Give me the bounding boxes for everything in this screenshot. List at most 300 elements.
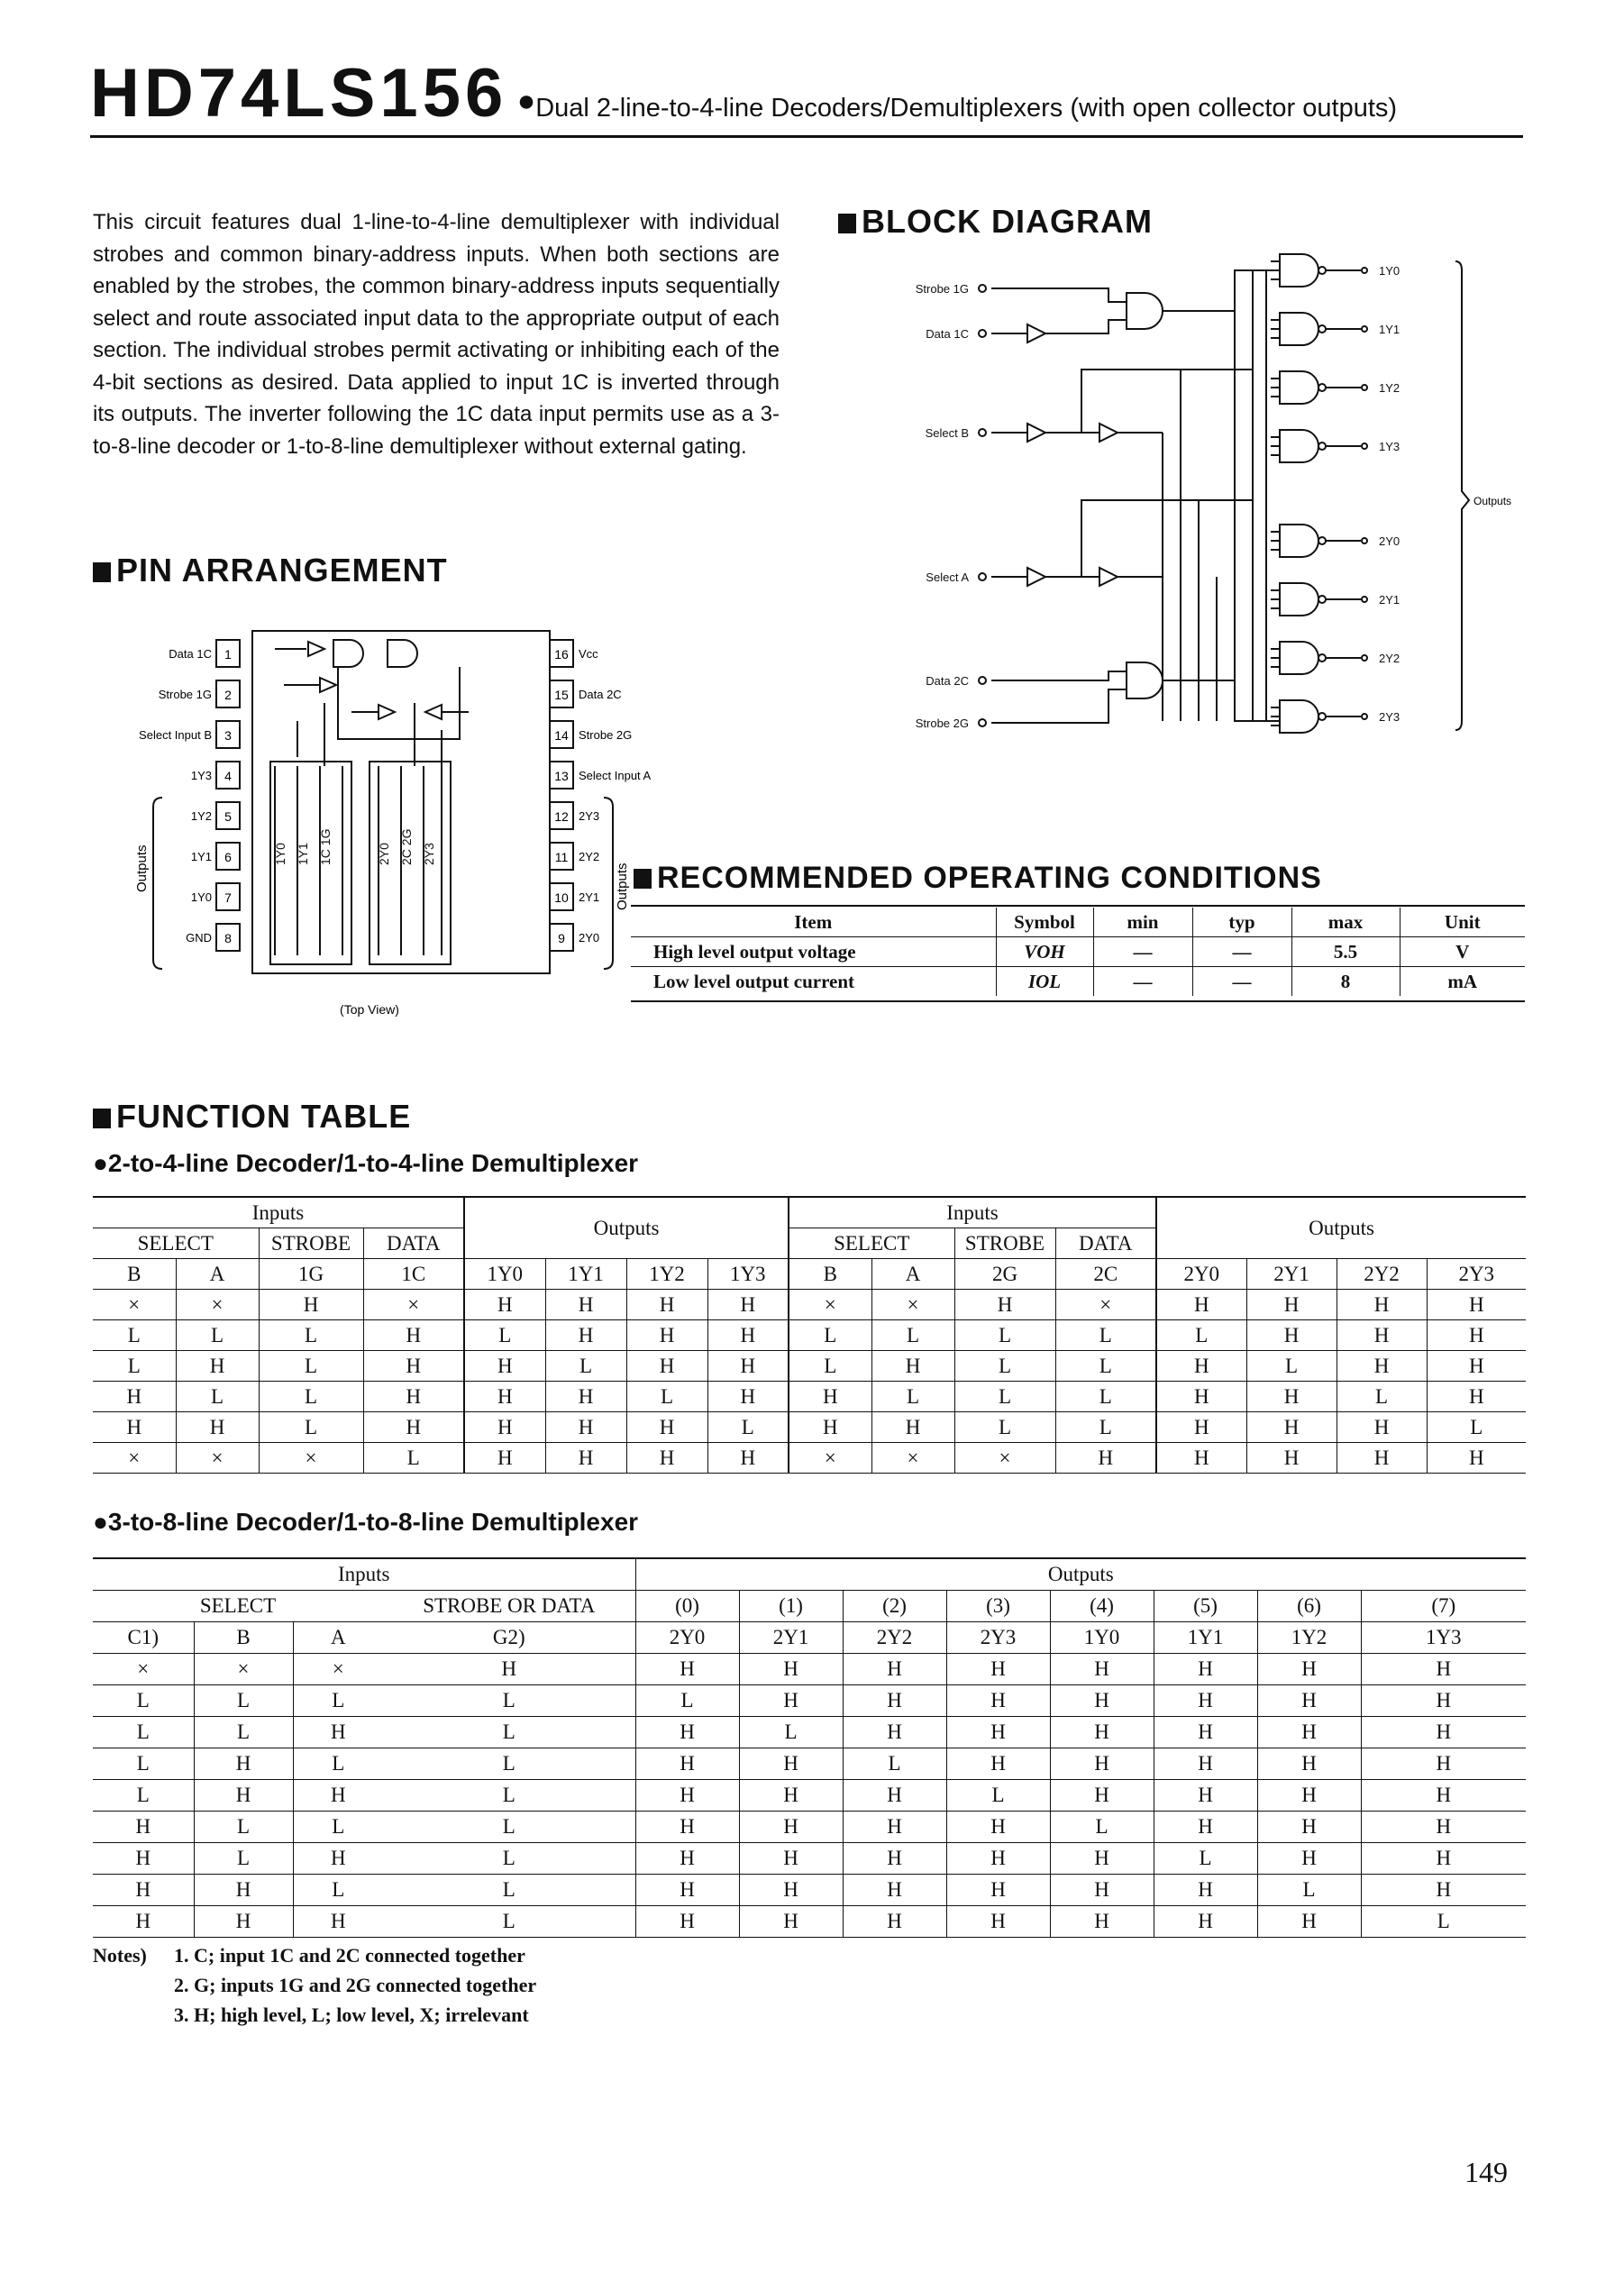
table-cell: H [1156, 1412, 1246, 1443]
table-cell: H [194, 1906, 293, 1938]
part-description: Dual 2-line-to-4-line Decoders/Demultiplexers (with open collector outputs) [535, 94, 1398, 123]
table-cell: H [293, 1780, 383, 1812]
table2-body [93, 1654, 1526, 1938]
table-cell: H [363, 1351, 464, 1382]
column-header: G2) [383, 1622, 635, 1654]
column-index: (5) [1154, 1591, 1257, 1622]
table-cell: L [93, 1717, 194, 1748]
notes-label: Notes) [93, 1944, 147, 1967]
table-cell: L [545, 1351, 626, 1382]
table1-body [93, 1290, 1526, 1474]
gate-label-2c: 2C 2G [399, 828, 414, 865]
pin-14 [550, 721, 632, 748]
svg-text:1Y1: 1Y1 [190, 850, 212, 863]
pin-3 [139, 721, 240, 748]
table-cell: H [293, 1717, 383, 1748]
table-cell: H [635, 1748, 739, 1780]
input-label: Strobe 1G [915, 282, 969, 296]
column-index: (2) [843, 1591, 946, 1622]
table-cell: H [1246, 1443, 1337, 1474]
input-label: Select B [925, 426, 969, 440]
output-label-2y3: 2Y3 [1379, 710, 1400, 724]
table-cell: L [93, 1780, 194, 1812]
svg-text:2Y3: 2Y3 [579, 809, 600, 823]
col-header-unit: Unit [1400, 908, 1525, 937]
table-row [93, 1351, 1526, 1382]
table-cell: L [789, 1320, 871, 1351]
table-cell: H [843, 1654, 946, 1685]
pin-11 [550, 843, 599, 870]
table-cell: H [1050, 1906, 1154, 1938]
table-cell: H [626, 1412, 707, 1443]
pin-1 [169, 640, 240, 667]
table-cell: H [1257, 1654, 1361, 1685]
table-cell: H [946, 1875, 1050, 1906]
table-cell: H [464, 1351, 545, 1382]
table-cell: H [626, 1443, 707, 1474]
table-cell: L [739, 1717, 843, 1748]
svg-text:Strobe 2G: Strobe 2G [579, 728, 633, 742]
table-cell: L [259, 1412, 363, 1443]
table-cell: H [1246, 1290, 1337, 1320]
function-table-heading: FUNCTION TABLE [93, 1098, 411, 1136]
gate-label-1y1: 1Y1 [296, 843, 310, 865]
table-cell: H [194, 1780, 293, 1812]
column-header: C1) [93, 1622, 194, 1654]
table-cell: L [1427, 1412, 1526, 1443]
table-cell: L [789, 1351, 871, 1382]
table-cell: H [1337, 1351, 1427, 1382]
table-cell: × [789, 1443, 871, 1474]
table-cell: H [1337, 1412, 1427, 1443]
table-cell: × [789, 1290, 871, 1320]
column-header: 2Y1 [1246, 1259, 1337, 1290]
table-cell: L [635, 1685, 739, 1717]
table-cell: L [383, 1780, 635, 1812]
col-header-max: max [1291, 908, 1400, 937]
column-index: (6) [1257, 1591, 1361, 1622]
table-cell: L [383, 1875, 635, 1906]
svg-text:Select Input A: Select Input A [579, 769, 652, 782]
pin-13 [550, 762, 652, 789]
right-outputs-brace [604, 798, 613, 969]
table-cell: H [843, 1780, 946, 1812]
column-header: 1Y1 [545, 1259, 626, 1290]
output-label-1y2: 1Y2 [1379, 381, 1400, 395]
column-index: (4) [1050, 1591, 1154, 1622]
left-outputs-brace [153, 798, 162, 969]
table-cell: × [93, 1443, 176, 1474]
output-label-2y2: 2Y2 [1379, 652, 1400, 665]
pin-arrangement-heading: PIN ARRANGEMENT [93, 552, 448, 589]
table-cell: H [707, 1290, 789, 1320]
output-gates [979, 254, 1367, 733]
block-diagram [892, 252, 1541, 757]
table-row [93, 1290, 1526, 1320]
column-header: 1C [363, 1259, 464, 1290]
table-cell: H [739, 1780, 843, 1812]
bullet-icon: ● [93, 1508, 108, 1536]
table-cell: H [635, 1843, 739, 1875]
table-cell: L [1246, 1351, 1337, 1382]
table-cell: × [93, 1290, 176, 1320]
output-label-1y3: 1Y3 [1379, 440, 1400, 453]
table-row [93, 1412, 1526, 1443]
internal-logic [270, 640, 469, 964]
nand-gate-1y3 [1271, 430, 1318, 462]
nand-gate-2y0 [1271, 525, 1318, 557]
table-cell: L [293, 1748, 383, 1780]
table-cell: L [383, 1748, 635, 1780]
table-cell: L [871, 1382, 954, 1412]
table-cell: H [843, 1717, 946, 1748]
table-cell: H [843, 1812, 946, 1843]
table-cell: L [259, 1351, 363, 1382]
table-cell: H [93, 1875, 194, 1906]
table-cell: H [363, 1320, 464, 1351]
table-cell: H [946, 1843, 1050, 1875]
svg-text:1Y2: 1Y2 [190, 809, 212, 823]
pin-15 [550, 680, 622, 707]
table-cell: H [635, 1906, 739, 1938]
table-cell: H [1050, 1843, 1154, 1875]
table-cell: H [1257, 1843, 1361, 1875]
table-cell: L [383, 1906, 635, 1938]
svg-text:13: 13 [554, 769, 569, 783]
table-cell: × [1055, 1290, 1156, 1320]
table-cell: × [293, 1654, 383, 1685]
gate-label-2y0: 2Y0 [377, 843, 391, 865]
pin-10 [550, 883, 599, 910]
table-cell: L [176, 1320, 259, 1351]
svg-text:1: 1 [224, 647, 232, 662]
svg-text:2Y0: 2Y0 [579, 931, 600, 945]
svg-text:16: 16 [554, 647, 569, 662]
table-cell: H [1361, 1780, 1526, 1812]
table-cell: H [93, 1906, 194, 1938]
table-cell: H [789, 1382, 871, 1412]
pin-7 [191, 883, 240, 910]
table-cell: H [946, 1717, 1050, 1748]
table-cell: H [545, 1290, 626, 1320]
table-cell: L [93, 1748, 194, 1780]
table-cell: H [93, 1412, 176, 1443]
table-cell: H [843, 1906, 946, 1938]
intro-paragraph: This circuit features dual 1-line-to-4-line demultiplexer with individual strobes and common binary-address inputs. When both sections are enabled by the strobes, the common binary-address inputs sequentially select and route associated input data to the appropriate output of each section. The individual strobes permit activating or inhibiting each of the 4-bit sections as desired. Data applied to input 1C is inverted through its outputs. The inverter following the 1C data input permits use as a 3-to-8-line decoder or 1-to-8-line demultiplexer without external gating. [93, 210, 780, 459]
table-cell: L [93, 1320, 176, 1351]
table-cell: H [1361, 1748, 1526, 1780]
column-header: 2Y2 [1337, 1259, 1427, 1290]
table-cell: H [739, 1654, 843, 1685]
column-index: (0) [635, 1591, 739, 1622]
svg-text:10: 10 [554, 890, 569, 905]
pin-16 [550, 640, 598, 667]
table-cell: L [1337, 1382, 1427, 1412]
table-cell: H [93, 1843, 194, 1875]
table-cell: H [739, 1748, 843, 1780]
table-cell: H [1156, 1382, 1246, 1412]
input-label: Data 2C [926, 674, 969, 688]
table-cell: L [194, 1717, 293, 1748]
table-cell: H [635, 1717, 739, 1748]
table-cell: H [1361, 1717, 1526, 1748]
table-cell: H [1361, 1685, 1526, 1717]
pin-9 [550, 924, 599, 951]
table-cell: L [363, 1443, 464, 1474]
table-cell: L [1050, 1812, 1154, 1843]
table-row: High level output voltage VOH — — 5.5 V [631, 937, 1525, 967]
table-cell: H [1156, 1290, 1246, 1320]
table-cell: H [1154, 1812, 1257, 1843]
table-cell: H [1156, 1351, 1246, 1382]
table-cell: H [1154, 1717, 1257, 1748]
svg-text:1Y3: 1Y3 [190, 769, 212, 782]
table-cell: L [176, 1382, 259, 1412]
table1-column-headers [93, 1259, 1526, 1290]
table-cell: H [1050, 1748, 1154, 1780]
table-cell: H [843, 1685, 946, 1717]
table-cell: H [383, 1654, 635, 1685]
part-number: HD74LS156 [90, 55, 508, 132]
header-rule [90, 135, 1523, 138]
pin-5 [191, 802, 240, 829]
input-label: Data 1C [926, 327, 969, 341]
table-cell: L [954, 1412, 1055, 1443]
svg-text:8: 8 [224, 931, 232, 945]
table-cell: H [1427, 1382, 1526, 1412]
col-header-item: Item [631, 908, 996, 937]
svg-text:4: 4 [224, 769, 232, 783]
table-cell: H [1246, 1320, 1337, 1351]
nand-gate-1y0 [1271, 254, 1318, 287]
svg-text:Strobe 1G: Strobe 1G [158, 688, 212, 701]
table-cell: H [1050, 1875, 1154, 1906]
svg-text:Select Input B: Select Input B [139, 728, 212, 742]
table-cell: H [545, 1320, 626, 1351]
table-row [93, 1748, 1526, 1780]
table-cell: H [293, 1843, 383, 1875]
table-cell: H [1257, 1717, 1361, 1748]
bullet-icon: ● [93, 1149, 108, 1177]
table-cell: H [545, 1443, 626, 1474]
column-header: 1Y2 [1257, 1622, 1361, 1654]
table1-subtitle: ●2-to-4-line Decoder/1-to-4-line Demultiplexer [93, 1149, 639, 1177]
table-cell: H [1361, 1654, 1526, 1685]
svg-text:6: 6 [224, 850, 232, 864]
table-cell: L [1055, 1320, 1156, 1351]
pin-4 [191, 762, 240, 789]
table-cell: H [1156, 1443, 1246, 1474]
table-cell: L [93, 1685, 194, 1717]
recommended-conditions-heading: RECOMMENDED OPERATING CONDITIONS [634, 861, 1322, 896]
table-cell: H [1337, 1290, 1427, 1320]
function-table-1: Inputs Outputs Inputs Outputs SELECT STROBE DATA SELECT STROBE DATA B A 1G 1C 1Y0 1Y1 1Y2 1Y3 B A 2G 2C 2Y0 2Y1 2Y2 2Y3 × × H × H H H H × × H × H H H H L L L H L H H H L L L L L H H H L H L H H L H H L H L L H L H H H L L H H H L H H L L L H H L H H H L H H H H L H H L L H H H L × × × L H H H H × × × H H H H H [93, 1198, 1526, 1474]
column-header: 2C [1055, 1259, 1156, 1290]
table-cell: H [1427, 1443, 1526, 1474]
table-cell: H [1050, 1717, 1154, 1748]
outputs-brace [1455, 261, 1469, 730]
column-header: 2Y2 [843, 1622, 946, 1654]
table-cell: H [1361, 1843, 1526, 1875]
table-cell: H [1154, 1685, 1257, 1717]
table-cell: H [946, 1685, 1050, 1717]
nand-gate-2y2 [1271, 642, 1318, 674]
outputs-label: Outputs [1473, 495, 1512, 507]
svg-text:Data 2C: Data 2C [579, 688, 622, 701]
table2-subtitle: ●3-to-8-line Decoder/1-to-8-line Demultiplexer [93, 1508, 639, 1536]
table-cell: × [954, 1443, 1055, 1474]
table-cell: L [1361, 1906, 1526, 1938]
table-cell: H [843, 1843, 946, 1875]
table-row [93, 1875, 1526, 1906]
table-cell: H [545, 1412, 626, 1443]
table-cell: L [1055, 1351, 1156, 1382]
column-header: 1Y0 [1050, 1622, 1154, 1654]
output-label-2y0: 2Y0 [1379, 534, 1400, 548]
table-cell: L [1156, 1320, 1246, 1351]
table-cell: H [464, 1412, 545, 1443]
gate-label-2y3: 2Y3 [422, 843, 436, 865]
table-cell: L [707, 1412, 789, 1443]
table-cell: L [1055, 1382, 1156, 1412]
nand-gate-1y2 [1271, 371, 1318, 404]
table-cell: H [194, 1875, 293, 1906]
function-table-2: Inputs Outputs SELECT STROBE OR DATA (0) (1) (2) (3) (4) (5) (6) (7) C1) B A G2) 2Y0 2Y1 2Y2 2Y3 1Y0 1Y1 1Y2 1Y3 × × × H H H H H H H H H L L L L L H H H H H H H L L H L H L H H H H H H L H L L H H L H H H H H L H H L H H H L H H H H H L L L H H H H L H H H H L H L H H H H H L H H H H L L H H H H H H L H H H H L H H H H H H H L [93, 1559, 1526, 1938]
table-cell: H [1257, 1906, 1361, 1938]
table-row [93, 1382, 1526, 1412]
column-index: (7) [1361, 1591, 1526, 1622]
table-cell: H [1154, 1748, 1257, 1780]
table-cell: H [293, 1906, 383, 1938]
table-cell: H [946, 1654, 1050, 1685]
svg-text:GND: GND [186, 931, 212, 945]
pin-6 [191, 843, 240, 870]
table-cell: × [871, 1443, 954, 1474]
table-cell: H [954, 1290, 1055, 1320]
table-cell: H [1337, 1320, 1427, 1351]
col-header-min: min [1093, 908, 1192, 937]
column-header: A [176, 1259, 259, 1290]
column-header: 1Y3 [1361, 1622, 1526, 1654]
table-row [93, 1843, 1526, 1875]
table-cell: H [1154, 1654, 1257, 1685]
table-cell: H [1257, 1780, 1361, 1812]
table-cell: H [464, 1382, 545, 1412]
svg-text:2Y2: 2Y2 [579, 850, 600, 863]
table-cell: L [464, 1320, 545, 1351]
column-header: B [789, 1259, 871, 1290]
table-cell: H [93, 1382, 176, 1412]
table-cell: × [259, 1443, 363, 1474]
table-cell: H [1427, 1351, 1526, 1382]
table-row: Low level output current IOL — — 8 mA [631, 967, 1525, 997]
table-cell: L [93, 1351, 176, 1382]
recommended-conditions-table [631, 908, 1525, 996]
table-row [93, 1443, 1526, 1474]
table-cell: L [1055, 1412, 1156, 1443]
svg-text:9: 9 [558, 931, 565, 945]
table-cell: L [194, 1843, 293, 1875]
column-header: 1Y2 [626, 1259, 707, 1290]
table-cell: L [1154, 1843, 1257, 1875]
table-cell: H [1257, 1685, 1361, 1717]
table-cell: × [871, 1290, 954, 1320]
table-cell: H [626, 1351, 707, 1382]
table-cell: L [194, 1812, 293, 1843]
svg-text:2: 2 [224, 688, 232, 702]
svg-text:5: 5 [224, 809, 232, 824]
table-cell: H [843, 1875, 946, 1906]
pin-2 [159, 680, 240, 707]
table-cell: H [176, 1351, 259, 1382]
table-cell: H [871, 1412, 954, 1443]
table-cell: H [1050, 1654, 1154, 1685]
notes-list [174, 1940, 536, 2030]
svg-text:7: 7 [224, 890, 232, 905]
table-cell: H [1246, 1412, 1337, 1443]
column-header: A [871, 1259, 954, 1290]
table-row [93, 1906, 1526, 1938]
table-cell: H [789, 1412, 871, 1443]
table-row [93, 1654, 1526, 1685]
pin-12 [550, 802, 599, 829]
table-cell: H [635, 1654, 739, 1685]
top-view-label: (Top View) [340, 1002, 399, 1017]
column-header: 1Y1 [1154, 1622, 1257, 1654]
table-cell: H [93, 1812, 194, 1843]
table-cell: H [1257, 1748, 1361, 1780]
table-cell: L [293, 1685, 383, 1717]
table-cell: L [954, 1382, 1055, 1412]
table-cell: × [176, 1443, 259, 1474]
table-cell: H [1427, 1290, 1526, 1320]
table-cell: H [635, 1780, 739, 1812]
svg-text:15: 15 [554, 688, 569, 702]
pin-arrangement-diagram [117, 613, 652, 1027]
table-cell: H [1055, 1443, 1156, 1474]
column-header: 2Y3 [1427, 1259, 1526, 1290]
table-cell: H [707, 1351, 789, 1382]
table-cell: H [1050, 1685, 1154, 1717]
table-cell: H [176, 1412, 259, 1443]
nand-gate-2y3 [1271, 700, 1318, 733]
note-item: 2. G; inputs 1G and 2G connected together [174, 1974, 537, 1996]
left-outputs-label: Outputs [134, 844, 150, 892]
col-header-symbol: Symbol [996, 908, 1093, 937]
table-cell: H [707, 1382, 789, 1412]
column-header: A [293, 1622, 383, 1654]
table-cell: H [1154, 1906, 1257, 1938]
table-cell: H [545, 1382, 626, 1412]
table-cell: H [739, 1875, 843, 1906]
table-cell: L [954, 1320, 1055, 1351]
column-header: B [93, 1259, 176, 1290]
table-cell: L [259, 1320, 363, 1351]
table-cell: L [293, 1812, 383, 1843]
input-label: Strobe 2G [915, 717, 969, 730]
table-cell: H [946, 1906, 1050, 1938]
column-index: (1) [739, 1591, 843, 1622]
gate-label-1y0: 1Y0 [273, 843, 287, 865]
gate-label-1c: 1C 1G [318, 828, 333, 865]
table-cell: L [383, 1843, 635, 1875]
table-cell: L [383, 1812, 635, 1843]
table-cell: L [1257, 1875, 1361, 1906]
input-label: Select A [926, 570, 969, 584]
bullet-icon: ● [516, 84, 536, 118]
block-diagram-heading: BLOCK DIAGRAM [838, 203, 1153, 241]
table-cell: H [626, 1290, 707, 1320]
